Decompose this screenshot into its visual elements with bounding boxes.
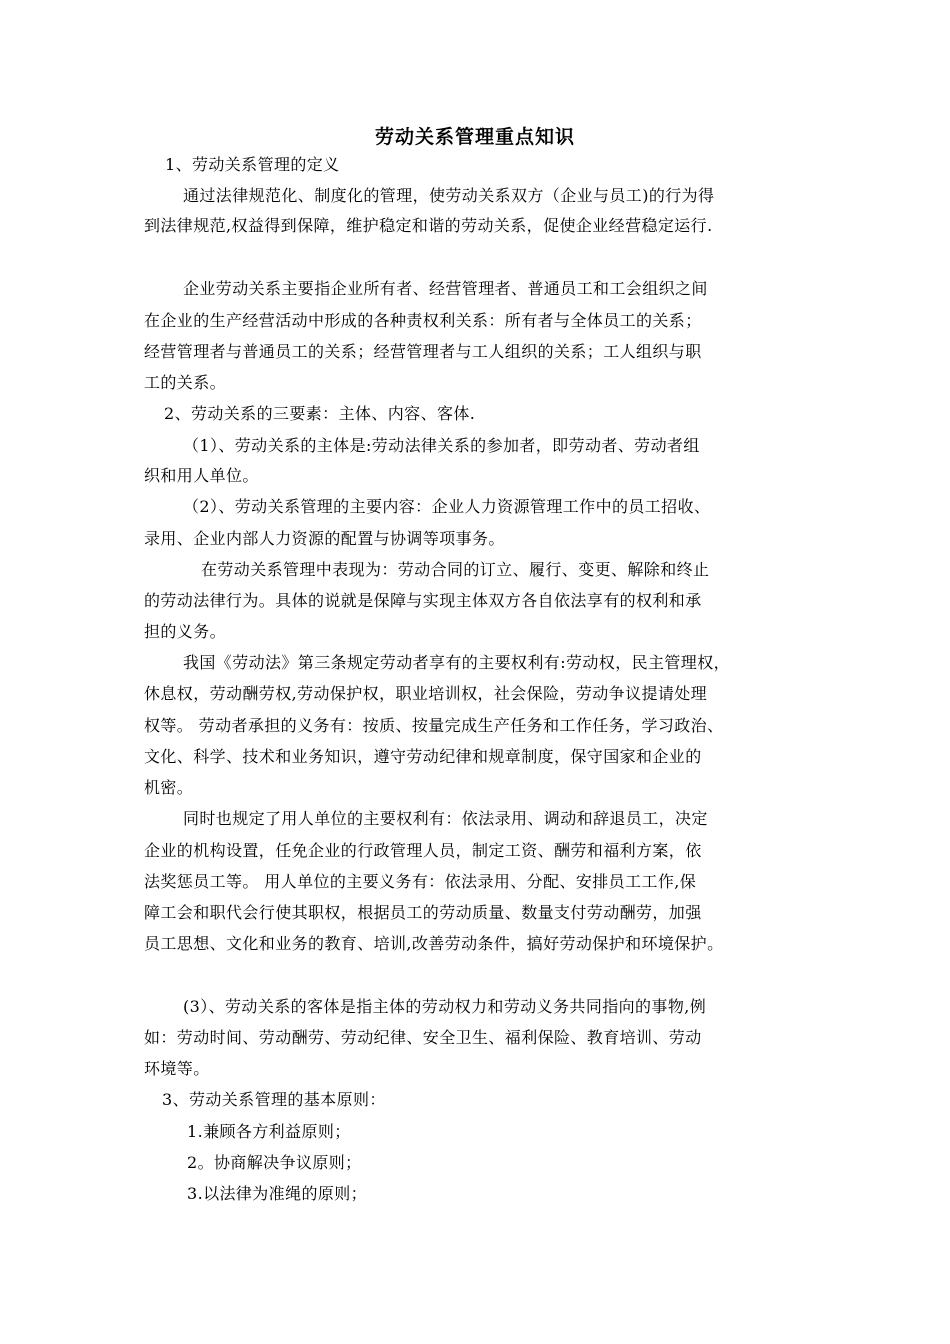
- paragraph-line: 织和用人单位。: [144, 466, 259, 485]
- paragraph-line: 权等。 劳动者承担的义务有：按质、按量完成生产任务和工作任务，学习政治、: [144, 716, 724, 735]
- paragraph-line: 到法律规范,权益得到保障，维护稳定和谐的劳动关系，促使企业经营稳定运行.: [144, 216, 713, 235]
- list-item: 2。协商解决争议原则；: [187, 1153, 362, 1172]
- page-title: 劳动关系管理重点知识: [374, 126, 575, 148]
- paragraph-line: 企业的机构设置，任免企业的行政管理人员，制定工资、酬劳和福利方案，依: [144, 841, 702, 860]
- paragraph-line: 文化、科学、技术和业务知识，遵守劳动纪律和规章制度，保守国家和企业的: [144, 747, 702, 766]
- paragraph-line: (3）、劳动关系的客体是指主体的劳动权力和劳动义务共同指向的事物,例: [183, 997, 707, 1016]
- paragraph-line: 经营管理者与普通员工的关系；经营管理者与工人组织的关系；工人组织与职: [144, 342, 702, 361]
- paragraph-line: 员工思想、文化和业务的教育、培训,改善劳动条件，搞好劳动保护和环境保护。: [144, 934, 724, 953]
- section-heading: 2、劳动关系的三要素：主体、内容、客体.: [164, 404, 476, 423]
- list-item: 1.兼顾各方利益原则；: [187, 1122, 351, 1141]
- section-heading: 3、劳动关系管理的基本原则：: [162, 1090, 386, 1109]
- paragraph-line: 在企业的生产经营活动中形成的各种责权利关系：所有者与全体员工的关系；: [144, 311, 702, 330]
- paragraph-line: 在劳动关系管理中表现为：劳动合同的订立、履行、变更、解除和终止: [201, 560, 710, 579]
- paragraph-line: 如：劳动时间、劳动酬劳、劳动纪律、安全卫生、福利保险、教育培训、劳动: [144, 1028, 702, 1047]
- paragraph-line: 机密。: [144, 778, 194, 797]
- paragraph-line: 工的关系。: [144, 373, 227, 392]
- paragraph-line: 法奖惩员工等。 用人单位的主要义务有：依法录用、分配、安排员工工作,保: [144, 872, 697, 891]
- paragraph-line: 的劳动法律行为。具体的说就是保障与实现主体双方各自依法享有的权利和承: [144, 591, 702, 610]
- paragraph-line: 障工会和职代会行使其职权，根据员工的劳动质量、数量支付劳动酬劳，加强: [144, 903, 702, 922]
- list-item: 3.以法律为准绳的原则；: [187, 1184, 368, 1203]
- paragraph-line: 企业劳动关系主要指企业所有者、经营管理者、普通员工和工会组织之间: [183, 279, 708, 298]
- section-heading: 1、劳动关系管理的定义: [165, 155, 340, 174]
- paragraph-line: 录用、企业内部人力资源的配置与协调等项事务。: [144, 529, 505, 548]
- paragraph-line: （1）、劳动关系的主体是:劳动法律关系的参加者，即劳动者、劳动者组: [183, 436, 700, 455]
- paragraph-line: 我国《劳动法》第三条规定劳动者享有的主要权利有:劳动权，民主管理权，: [183, 653, 730, 672]
- paragraph-line: （2）、劳动关系管理的主要内容：企业人力资源管理工作中的员工招收、: [183, 497, 711, 516]
- paragraph-line: 通过法律规范化、制度化的管理，使劳动关系双方（企业与员工)的行为得: [183, 186, 715, 205]
- paragraph-line: 担的义务。: [144, 622, 227, 641]
- paragraph-line: 同时也规定了用人单位的主要权利有：依法录用、调动和辞退员工，决定: [183, 809, 708, 828]
- paragraph-line: 休息权，劳动酬劳权,劳动保护权，职业培训权，社会保险，劳动争议提请处理: [144, 684, 708, 703]
- paragraph-line: 环境等。: [144, 1059, 210, 1078]
